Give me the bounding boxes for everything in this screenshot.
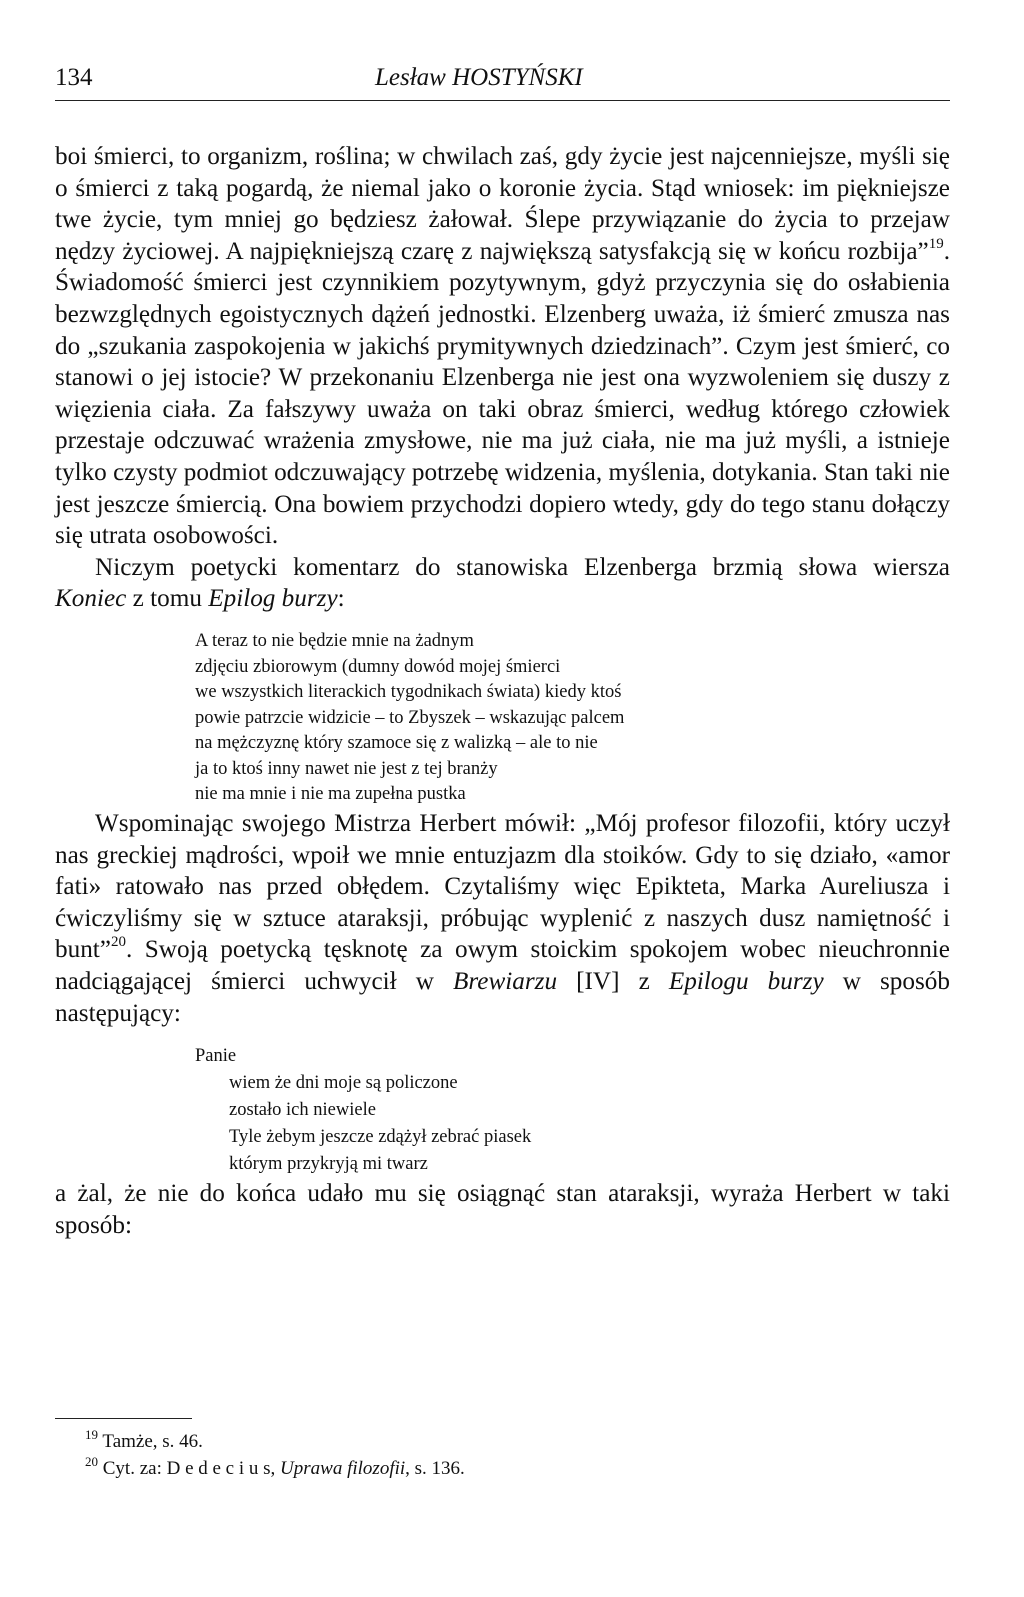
paragraph-text: w sposób następujący: xyxy=(55,968,950,1027)
footnote-text: Cyt. za: D e d e c i u s, xyxy=(102,1458,281,1479)
poem-line: powie patrzcie widzicie – to Zbyszek – wskazując palcem xyxy=(195,707,625,728)
paragraph-text: z tomu xyxy=(126,585,209,613)
paragraph-text: boi śmierci, to organizm, roślina; w chwilach zaś, gdy życie jest najcenniejsze, myśli się o śmierci z taką pogardą, że niemal jako o koronie życia. Stąd wniosek: im piękniejsze twe życie, tym mniej go będziesz żałował. Ślepe przywiązanie do życia to przejaw nędzy życiowej. A najpiękniejszą czarę z największą satysfakcją się w końcu rozbija” xyxy=(55,143,950,265)
work-title: Brewiarzu xyxy=(453,968,558,996)
paragraph-text: Niczym poetycki komentarz do stanowiska Elzenberga brzmią słowa wiersza xyxy=(95,553,950,581)
poem-line: nie ma mnie i nie ma zupełna pustka xyxy=(195,784,466,805)
paragraph-text: . Swoją poetycką tęsknotę za owym stoickim spokojem wobec nieuchronnie nadciągającej śmierci uchwycił w xyxy=(55,936,950,996)
paragraph-text: . Świadomość śmierci jest czynnikiem pozytywnym, gdyż przyczynia się do osłabienia bezwzględnych egoistycznych dążeń jednostki. Elzenberg uważa, iż śmierć zmusza nas do „szukania zaspokojenia w jakichś prymitywnych dziedzinach”. Czym jest śmierć, co stanowi o jej istocie? W przekonaniu Elzenberga nie jest ona wyzwoleniem się duszy z więzienia ciała. Za fałszywy uważa on taki obraz śmierci, według którego człowiek przestaje odczuwać wrażenia zmysłowe, nie ma już ciała, nie ma już myśli, a istnieje tylko czysty podmiot odczuwający potrzebę widzenia, myślenia, dotykania. Stan taki nie jest jeszcze śmiercią. Ona bowiem przychodzi dopiero wtedy, gdy do tego stanu dołączy się utrata osobowości. xyxy=(55,237,950,550)
poem-line: zostało ich niewiele xyxy=(229,1100,376,1121)
poem-line: wiem że dni moje są policzone xyxy=(229,1073,458,1094)
footnote xyxy=(55,1455,950,1482)
poem-quote xyxy=(195,629,950,808)
work-title: Epilogu burzy xyxy=(668,968,824,996)
poem-line: we wszystkich literackich tygodnikach świata) kiedy ktoś xyxy=(195,682,622,703)
page xyxy=(55,60,950,1241)
work-title: Koniec xyxy=(55,585,127,613)
paragraph xyxy=(55,1178,950,1241)
poem-line: zdjęciu zbiorowym (dumny dowód mojej śmierci xyxy=(195,656,561,677)
footnotes xyxy=(55,1418,950,1482)
footnote-work-title: Uprawa filozofii xyxy=(280,1458,406,1479)
paragraph-text: [IV] z xyxy=(557,968,669,996)
poem-line: ja to ktoś inny nawet nie jest z tej branży xyxy=(195,758,498,779)
footnote-ref: 20 xyxy=(110,934,126,951)
footnote-text: , s. 136. xyxy=(405,1458,465,1479)
footnote-number: 19 xyxy=(85,1427,98,1442)
poem-line: na mężczyznę który szamoce się z walizką – ale to nie xyxy=(195,733,598,754)
page-number: 134 xyxy=(55,64,93,91)
footnote-number: 20 xyxy=(85,1454,98,1469)
footnote-ref: 19 xyxy=(928,235,944,252)
poem-line: którym przykryją mi twarz xyxy=(229,1154,428,1175)
poem-quote xyxy=(195,1043,950,1178)
work-title: Epilog burzy xyxy=(208,585,338,613)
paragraph-text: Wspominając swojego Mistrza Herbert mówił: „Mój profesor filozofii, który uczył nas greckiej mądrości, wpoił we mnie entuzjazm dla stoików. Gdy to się działo, «amor fati» ratowało nas przed obłędem. Czytaliśmy więc Epikteta, Marka Aureliusza i ćwiczyliśmy się w sztuce ataraksji, próbując wyplenić z naszych dusz namiętność i bunt” xyxy=(55,810,950,964)
paragraph xyxy=(55,141,950,552)
paragraph xyxy=(55,552,950,615)
paragraph xyxy=(55,808,950,1029)
paragraph-text: : xyxy=(337,585,345,613)
main-text xyxy=(55,141,950,1241)
footnote xyxy=(55,1428,950,1455)
footnote-text: Tamże, s. 46. xyxy=(102,1431,203,1452)
poem-line: Panie xyxy=(195,1046,237,1067)
footnote-divider xyxy=(55,1418,192,1419)
running-head-author: Lesław HOSTYŃSKI xyxy=(375,64,583,91)
paragraph-text: a żal, że nie do końca udało mu się osiągnąć stan ataraksji, wyraża Herbert w taki sposób: xyxy=(55,1180,950,1239)
poem-line: A teraz to nie będzie mnie na żadnym xyxy=(195,630,474,651)
running-head xyxy=(55,60,950,101)
poem-line: Tyle żebym jeszcze zdążył zebrać piasek xyxy=(229,1127,532,1148)
